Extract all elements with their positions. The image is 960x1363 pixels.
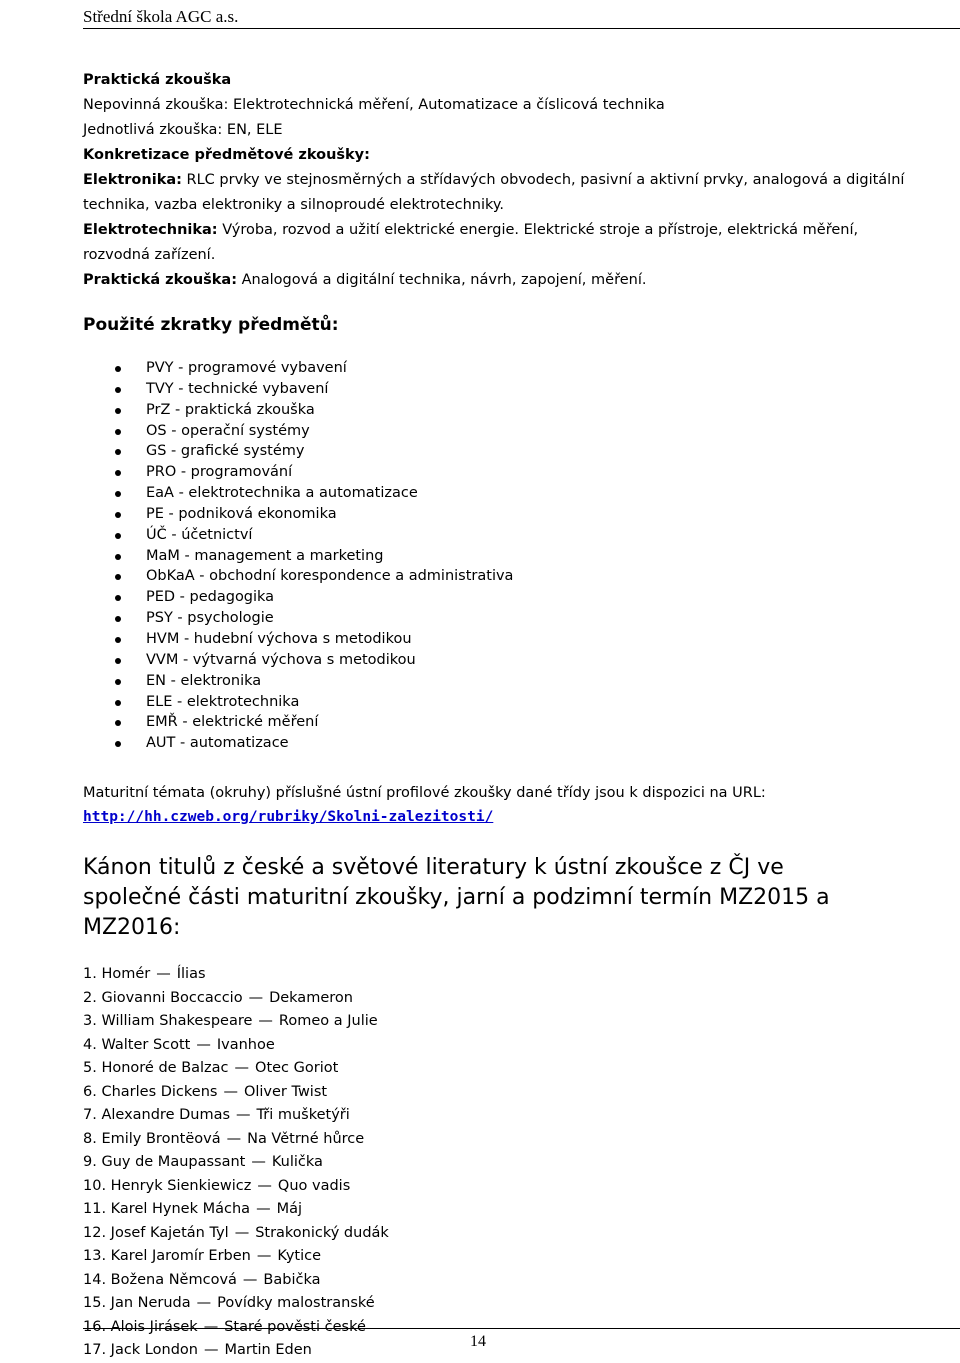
- canon-item: [83, 1034, 883, 1058]
- canon-item-number: 5.: [83, 1060, 97, 1077]
- canon-item-dash: —: [234, 1060, 250, 1077]
- abbreviations-heading: Použité zkratky předmětů:: [83, 315, 339, 335]
- abbreviation-item: OS - operační systémy: [83, 421, 883, 442]
- page-footer-rule: [83, 1328, 960, 1329]
- canon-item-author: Homér: [101, 966, 151, 983]
- abbreviation-item: GS - grafické systémy: [83, 441, 883, 462]
- canon-item-author: Božena Němcová: [110, 1271, 237, 1288]
- single-exam-line: Jednotlivá zkouška: EN, ELE: [83, 122, 283, 138]
- canon-item-work: Ílias: [176, 966, 206, 983]
- canon-item-work: Strakonický dudák: [255, 1224, 389, 1241]
- abbreviation-item: HVM - hudební výchova s metodikou: [83, 629, 883, 650]
- canon-item-author: Jack London: [110, 1342, 198, 1359]
- abbreviation-item: PVY - programové vybavení: [83, 358, 883, 379]
- canon-item-author: William Shakespeare: [101, 1013, 253, 1030]
- canon-item-author: Giovanni Boccaccio: [101, 989, 243, 1006]
- canon-item-author: Karel Jaromír Erben: [110, 1248, 251, 1265]
- canon-item-author: Guy de Maupassant: [101, 1154, 246, 1171]
- canon-item-number: 11.: [83, 1201, 107, 1218]
- canon-item-author: Charles Dickens: [101, 1083, 218, 1100]
- canon-item-number: 7.: [83, 1107, 97, 1124]
- canon-item-dash: —: [234, 1224, 250, 1241]
- canon-item: [83, 1151, 883, 1175]
- prakticka-line: [83, 268, 883, 293]
- canon-item-number: 1.: [83, 966, 97, 983]
- canon-item-work: Máj: [276, 1201, 302, 1218]
- canon-item: [83, 1292, 883, 1316]
- canon-item-number: 8.: [83, 1130, 97, 1147]
- page-number: 14: [470, 1333, 486, 1350]
- canon-item-author: Josef Kajetán Tyl: [110, 1224, 229, 1241]
- canon-item-work: Staré pověsti české: [224, 1318, 366, 1335]
- canon-item-work: Ivanhoe: [216, 1036, 275, 1053]
- canon-item-author: Henryk Sienkiewicz: [110, 1177, 252, 1194]
- abbreviation-item: PE - podniková ekonomika: [83, 504, 883, 525]
- canon-item-work: Kulička: [271, 1154, 323, 1171]
- canon-item-dash: —: [248, 989, 264, 1006]
- prakticka-text: Analogová a digitální technika, návrh, zapojení, měření.: [237, 272, 647, 288]
- canon-item-number: 2.: [83, 989, 97, 1006]
- canon-item-work: Dekameron: [269, 989, 353, 1006]
- canon-item-dash: —: [256, 1201, 271, 1218]
- elektrotechnika-line-1: [83, 218, 883, 243]
- canon-item: [83, 1081, 883, 1105]
- abbreviation-item: ÚČ - účetnictví: [83, 525, 883, 546]
- canon-item-dash: —: [203, 1342, 219, 1359]
- canon-item-work: Tři mušketýři: [256, 1107, 350, 1124]
- canon-item: [83, 1222, 883, 1246]
- canon-item: [83, 1269, 883, 1293]
- topics-url-link[interactable]: http://hh.czweb.org/rubriky/Skolni-zalezitosti/: [83, 809, 494, 826]
- canon-item-author: Emily Brontëová: [101, 1130, 221, 1147]
- abbreviation-item: PSY - psychologie: [83, 608, 883, 629]
- abbreviation-item: PrZ - praktická zkouška: [83, 400, 883, 421]
- canon-item-author: Karel Hynek Mácha: [110, 1201, 251, 1218]
- elektrotechnika-text-1: Výroba, rozvod a užití elektrické energie. Elektrické stroje a přístroje, elektrická měření,: [217, 222, 859, 238]
- elektrotechnika-label: Elektrotechnika:: [83, 222, 218, 238]
- abbreviation-item: EN - elektronika: [83, 671, 883, 692]
- canon-item-work: Na Větrné hůrce: [247, 1130, 365, 1147]
- canon-item-dash: —: [196, 1295, 212, 1312]
- canon-item-number: 14.: [83, 1271, 107, 1288]
- canon-item: [83, 1010, 883, 1034]
- optional-exam-line: Nepovinná zkouška: Elektrotechnická měření, Automatizace a číslicová technika: [83, 97, 665, 113]
- canon-item-dash: —: [223, 1083, 238, 1100]
- canon-item-dash: —: [203, 1318, 219, 1335]
- canon-item-dash: —: [242, 1271, 258, 1288]
- canon-item-number: 10.: [83, 1177, 107, 1194]
- canon-item: [83, 963, 883, 987]
- canon-item: [83, 1245, 883, 1269]
- elektrotechnika-line-2: rozvodná zařízení.: [83, 247, 216, 263]
- canon-item-author: Alexandre Dumas: [101, 1107, 231, 1124]
- concretization-heading: Konkretizace předmětové zkoušky:: [83, 147, 370, 163]
- canon-item-dash: —: [156, 966, 171, 983]
- canon-item-work: Babička: [263, 1271, 321, 1288]
- canon-item-number: 9.: [83, 1154, 97, 1171]
- canon-item-dash: —: [196, 1036, 211, 1053]
- canon-item-number: 17.: [83, 1342, 107, 1359]
- canon-item-dash: —: [236, 1107, 251, 1124]
- abbreviation-item: VVM - výtvarná výchova s metodikou: [83, 650, 883, 671]
- canon-item-work: Quo vadis: [277, 1177, 351, 1194]
- canon-item: [83, 1104, 883, 1128]
- canon-item-work: Romeo a Julie: [278, 1013, 378, 1030]
- page-header: [83, 4, 960, 29]
- canon-item-work: Martin Eden: [224, 1342, 312, 1359]
- canon-item-dash: —: [256, 1248, 272, 1265]
- canon-item-author: Walter Scott: [101, 1036, 191, 1053]
- page-content: [83, 68, 905, 1363]
- canon-item: [83, 1175, 883, 1199]
- canon-item: [83, 1057, 883, 1081]
- abbreviation-item: TVY - technické vybavení: [83, 379, 883, 400]
- canon-item-dash: —: [258, 1013, 273, 1030]
- canon-item-number: 13.: [83, 1248, 107, 1265]
- abbreviation-item: ObKaA - obchodní korespondence a administrativa: [83, 566, 883, 587]
- canon-item-number: 15.: [83, 1295, 107, 1312]
- canon-item-author: Jan Neruda: [110, 1295, 191, 1312]
- canon-item-number: 4.: [83, 1036, 97, 1053]
- canon-item-number: 16.: [83, 1318, 107, 1335]
- canon-item-number: 12.: [83, 1224, 107, 1241]
- abbreviation-item: PRO - programování: [83, 462, 883, 483]
- abbreviation-item: MaM - management a marketing: [83, 546, 883, 567]
- abbreviation-item: ELE - elektrotechnika: [83, 692, 883, 713]
- topics-intro: Maturitní témata (okruhy) příslušné ústní profilové zkoušky dané třídy jsou k dispozici na URL:: [83, 785, 766, 802]
- canon-item-work: Kytice: [277, 1248, 322, 1265]
- abbreviation-item: EaA - elektrotechnika a automatizace: [83, 483, 883, 504]
- canon-item-dash: —: [251, 1154, 266, 1171]
- canon-item: [83, 1128, 883, 1152]
- canon-list: [83, 963, 883, 1363]
- canon-item-number: 3.: [83, 1013, 97, 1030]
- canon-item-dash: —: [226, 1130, 242, 1147]
- canon-item-work: Povídky malostranské: [217, 1295, 375, 1312]
- canon-item: [83, 987, 883, 1011]
- canon-item-work: Oliver Twist: [243, 1083, 328, 1100]
- abbreviations-list: [83, 358, 883, 754]
- abbreviation-item: AUT - automatizace: [83, 733, 883, 754]
- elektronika-label: Elektronika:: [83, 172, 182, 188]
- elektronika-line-2: technika, vazba elektroniky a silnoproudé elektrotechniky.: [83, 197, 505, 213]
- canon-item-dash: —: [257, 1177, 272, 1194]
- prakticka-label: Praktická zkouška:: [83, 272, 238, 288]
- practical-exam-title: Praktická zkouška: [83, 72, 232, 88]
- elektronika-text-1: RLC prvky ve stejnosměrných a střídavých obvodech, pasivní a aktivní prvky, analogová a digitální: [181, 172, 905, 188]
- canon-item-number: 6.: [83, 1083, 97, 1100]
- canon-item-author: Alois Jirásek: [110, 1318, 198, 1335]
- canon-item-author: Honoré de Balzac: [101, 1060, 229, 1077]
- elektronika-line-1: [83, 168, 905, 193]
- canon-item: [83, 1198, 883, 1222]
- canon-item-work: Otec Goriot: [255, 1060, 339, 1077]
- abbreviation-item: EMŘ - elektrické měření: [83, 712, 883, 733]
- canon-title: Kánon titulů z české a světové literatury k ústní zkoušce z ČJ ve společné části maturitní zkoušky, jarní a podzimní termín MZ2015 a MZ2016:: [83, 855, 830, 941]
- school-name: Střední škola AGC a.s.: [83, 7, 239, 26]
- abbreviation-item: PED - pedagogika: [83, 587, 883, 608]
